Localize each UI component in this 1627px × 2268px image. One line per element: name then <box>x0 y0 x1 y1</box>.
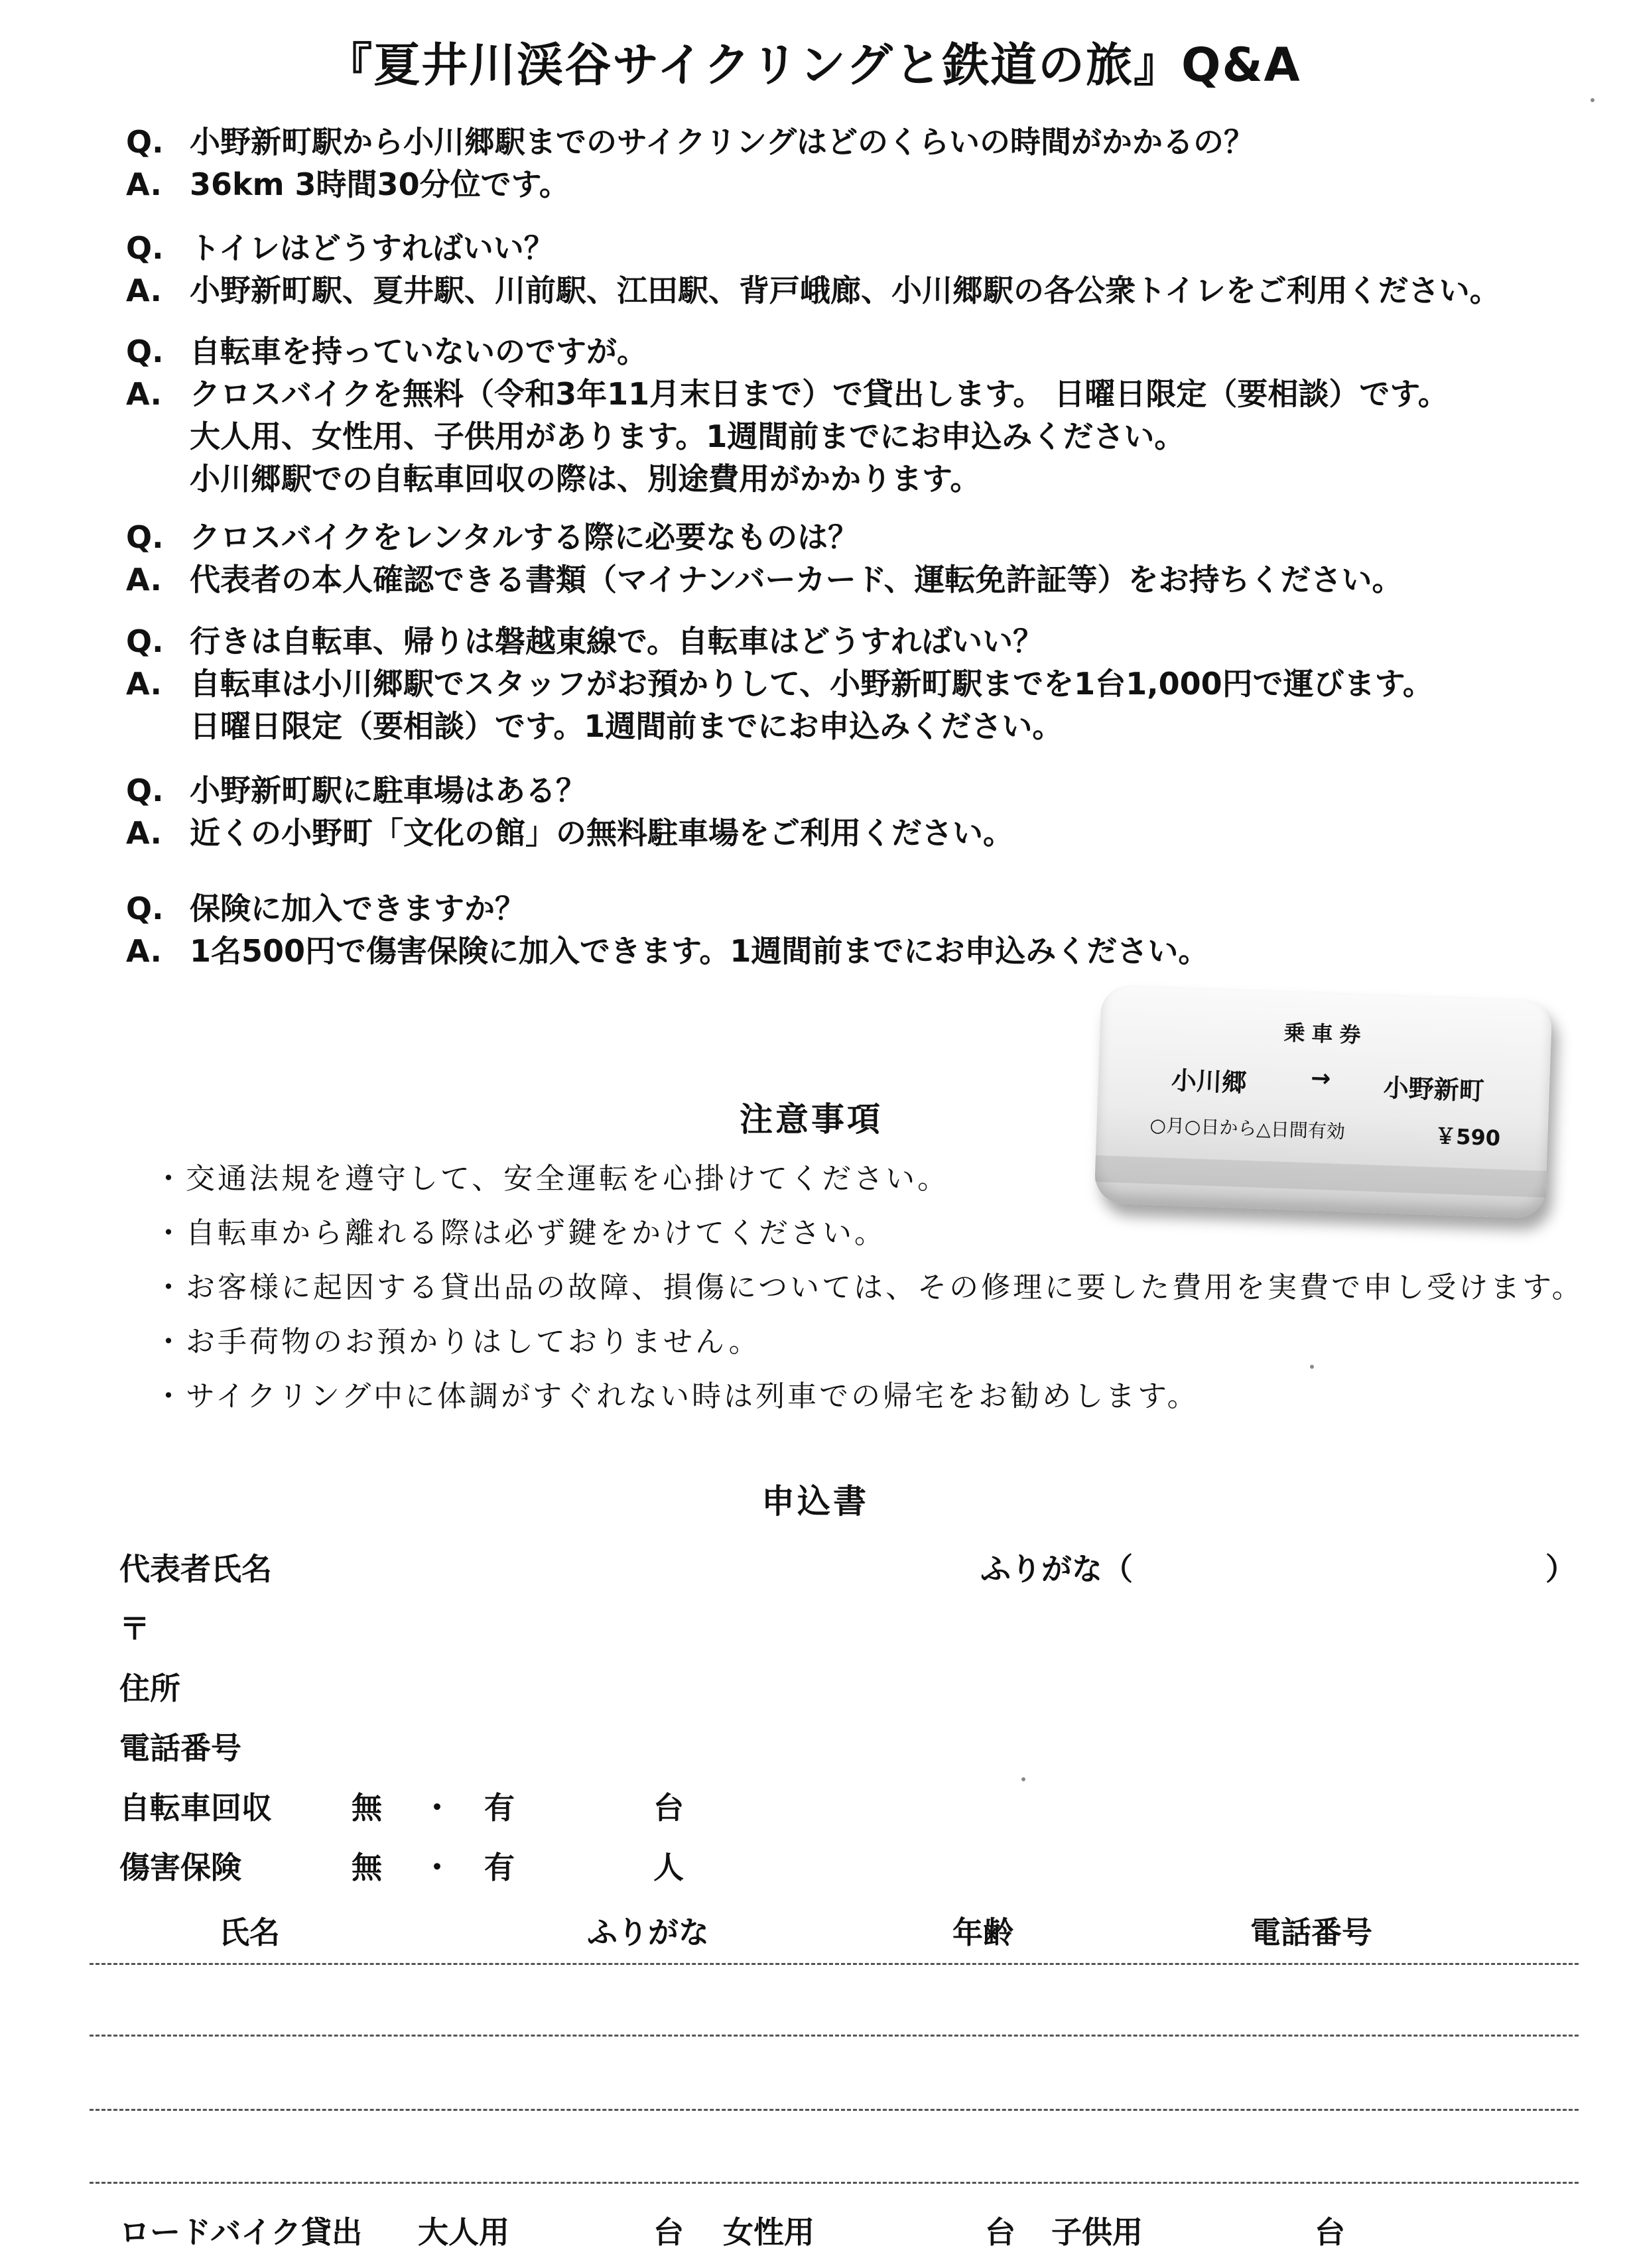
qa-item <box>126 887 1539 972</box>
ticket-price: ￥590 <box>1434 1123 1501 1151</box>
rep-name-label: 代表者氏名 <box>119 1551 272 1587</box>
question: 自転車を持っていないのですが。 <box>190 334 647 369</box>
entry-line[interactable] <box>90 2035 1579 2037</box>
ticket-arrow-icon: → <box>1310 1064 1332 1093</box>
ticket-title: 乗車券 <box>1283 1019 1368 1048</box>
page-title: 『夏井川渓谷サイクリングと鉄道の旅』Q&A <box>326 38 1301 92</box>
question: 小野新町駅に駐車場はある？ <box>190 773 586 808</box>
notes-heading: 注意事項 <box>740 1100 883 1139</box>
entry-line[interactable] <box>90 2109 1579 2111</box>
note-item: ・お客様に起因する貸出品の故障、損傷については、その修理に要した費用を実費で申し受けます。 <box>154 1271 1584 1304</box>
note-item: ・交通法規を遵守して、安全運転を心掛けてください。 <box>154 1162 950 1196</box>
ticket-card <box>1094 984 1552 1219</box>
qa-item <box>126 121 1539 206</box>
a-mark: A. <box>126 273 162 308</box>
question: トイレはどうすればいい？ <box>190 230 554 266</box>
insurance-label: 傷害保険 <box>119 1850 241 1885</box>
note-item: ・サイクリング中に体調がすぐれない時は列車での帰宅をお勧めします。 <box>154 1379 1199 1413</box>
a-mark: A. <box>126 166 162 202</box>
separator-dot: ・ <box>422 1790 452 1826</box>
furigana-label: ふりがな（ <box>980 1551 1133 1587</box>
adult-unit: 台 <box>653 2214 684 2250</box>
address-label: 住所 <box>119 1670 180 1706</box>
adult-label: 大人用 <box>418 2214 509 2250</box>
answer: クロスバイクを無料（令和3年11月末日まで）で貸出します。 日曜日限定（要相談）です。 <box>190 376 1449 412</box>
bike-unit: 台 <box>653 1790 684 1826</box>
note-item: ・お手荷物のお預かりはしておりません。 <box>154 1325 761 1359</box>
answer: 36km 3時間30分位です。 <box>190 166 570 202</box>
q-mark: Q. <box>126 519 164 555</box>
question: クロスバイクをレンタルする際に必要なものは？ <box>190 519 859 555</box>
a-mark: A. <box>126 376 162 412</box>
a-mark: A. <box>126 562 162 598</box>
q-mark: Q. <box>126 124 164 160</box>
phone-label: 電話番号 <box>119 1730 241 1766</box>
entry-line[interactable] <box>90 2182 1579 2184</box>
qa-item <box>126 330 1539 500</box>
qa-item <box>126 620 1539 747</box>
question: 行きは自転車、帰りは磐越東線で。自転車はどうすればいい？ <box>190 623 1044 659</box>
scan-speck <box>1591 98 1594 102</box>
scan-speck <box>1021 1777 1025 1781</box>
road-bike-label: ロードバイク貸出 <box>119 2214 363 2250</box>
bike-return-none[interactable]: 無 <box>352 1790 382 1826</box>
form-heading: 申込書 <box>761 1482 869 1521</box>
q-mark: Q. <box>126 891 164 926</box>
ticket-to: 小野新町 <box>1383 1073 1485 1106</box>
child-label: 子供用 <box>1051 2214 1143 2250</box>
column-phone: 電話番号 <box>1250 1915 1372 1950</box>
answer-continued: 小川郷駅での自転車回収の際は、別途費用がかかります。 <box>190 461 981 497</box>
note-item: ・自転車から離れる際は必ず鍵をかけてください。 <box>154 1216 886 1250</box>
furigana-close: ） <box>1545 1551 1576 1587</box>
q-mark: Q. <box>126 773 164 808</box>
question: 小野新町駅から小川郷駅までのサイクリングはどのくらいの時間がかかるの？ <box>190 124 1254 160</box>
answer: 1名500円で傷害保険に加入できます。1週間前までにお申込みください。 <box>190 933 1209 969</box>
q-mark: Q. <box>126 230 164 266</box>
qa-item <box>126 516 1539 601</box>
female-label: 女性用 <box>723 2214 814 2250</box>
answer-continued: 日曜日限定（要相談）です。1週間前までにお申込みください。 <box>190 708 1063 744</box>
ticket-from: 小川郷 <box>1171 1066 1248 1098</box>
a-mark: A. <box>126 666 162 702</box>
insurance-yes[interactable]: 有 <box>484 1850 515 1885</box>
bike-return-label: 自転車回収 <box>119 1790 272 1826</box>
ticket-validity: ○月○日から△日間有効 <box>1149 1113 1346 1143</box>
qa-item <box>126 227 1539 312</box>
q-mark: Q. <box>126 623 164 659</box>
question: 保険に加入できますか？ <box>190 891 525 926</box>
separator-dot: ・ <box>422 1850 452 1885</box>
scan-speck <box>1310 1365 1314 1369</box>
a-mark: A. <box>126 933 162 969</box>
column-age: 年齢 <box>952 1915 1013 1950</box>
people-unit: 人 <box>653 1850 684 1885</box>
answer: 自転車は小川郷駅でスタッフがお預かりして、小野新町駅までを1台1,000円で運びます。 <box>190 666 1433 702</box>
answer: 代表者の本人確認できる書類（マイナンバーカード、運転免許証等）をお持ちください。 <box>190 562 1403 598</box>
answer: 小野新町駅、夏井駅、川前駅、江田駅、背戸峨廊、小川郷駅の各公衆トイレをご利用ください。 <box>190 273 1500 308</box>
postal-mark: 〒 <box>119 1611 150 1647</box>
bike-return-yes[interactable]: 有 <box>484 1790 515 1826</box>
entry-line[interactable] <box>90 1963 1579 1965</box>
ticket-stripe <box>1095 1155 1547 1198</box>
answer-continued: 大人用、女性用、子供用があります。1週間前までにお申込みください。 <box>190 418 1185 454</box>
column-name: 氏名 <box>219 1915 280 1950</box>
qa-item <box>126 769 1539 854</box>
answer: 近くの小野町「文化の館」の無料駐車場をご利用ください。 <box>190 815 1013 851</box>
q-mark: Q. <box>126 334 164 369</box>
ticket-illustration <box>1098 992 1562 1231</box>
female-unit: 台 <box>985 2214 1015 2250</box>
child-unit: 台 <box>1315 2214 1345 2250</box>
a-mark: A. <box>126 815 162 851</box>
column-furigana: ふりがな <box>587 1915 709 1950</box>
insurance-none[interactable]: 無 <box>352 1850 382 1885</box>
